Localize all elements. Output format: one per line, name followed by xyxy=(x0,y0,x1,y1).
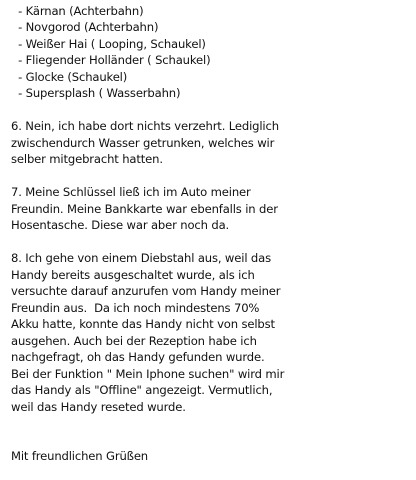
section-8-line: weil das Handy reseted wurde. xyxy=(11,399,186,414)
attraction-item: - Fliegender Holländer ( Schaukel) xyxy=(11,53,211,67)
attraction-item: - Glocke (Schaukel) xyxy=(11,69,128,84)
section-7-line: Freundin. Meine Bankkarte war ebenfalls in der xyxy=(11,201,278,216)
section-8-line: Handy bereits ausgeschaltet wurde, als ich xyxy=(11,267,255,282)
section-8-line: 8. Ich gehe von einem Diebstahl aus, weil das xyxy=(11,251,271,265)
attraction-item: - Weißer Hai ( Looping, Schaukel) xyxy=(11,36,206,51)
section-8-line: nachgefragt, oh das Handy gefunden wurde. xyxy=(11,350,265,364)
section-6-line: zwischendurch Wasser getrunken, welches wir xyxy=(11,135,275,150)
paragraph-gap xyxy=(11,415,411,448)
attraction-item: - Kärnan (Achterbahn) xyxy=(11,3,144,18)
paragraph-gap xyxy=(11,234,411,251)
document-body xyxy=(11,0,411,465)
section-7-line: Hosentasche. Diese war aber noch da. xyxy=(11,218,230,232)
section-8-line: ausgehen. Auch bei der Rezeption habe ich xyxy=(11,333,257,348)
section-7-line: 7. Meine Schlüssel ließ ich im Auto meiner xyxy=(11,185,251,199)
paragraph-gap xyxy=(11,102,411,119)
section-8-line: Akku hatte, konnte das Handy nicht von selbst xyxy=(11,317,275,331)
section-8-line: versuchte darauf anzurufen vom Handy meiner xyxy=(11,284,281,298)
section-6-line: selber mitgebracht hatten. xyxy=(11,152,163,166)
section-8-line: Freundin aus. Da ich noch mindestens 70% xyxy=(11,300,260,315)
paragraph-gap xyxy=(11,168,411,185)
section-8-line: das Handy als "Offline" angezeigt. Vermutlich, xyxy=(11,383,273,397)
section-6-line: 6. Nein, ich habe dort nichts verzehrt. Lediglich xyxy=(11,119,279,133)
closing-line: Mit freundlichen Grüßen xyxy=(11,449,148,463)
attraction-item: - Novgorod (Achterbahn) xyxy=(11,20,159,34)
section-8-line: Bei der Funktion " Mein Iphone suchen" wird mir xyxy=(11,366,285,381)
attraction-item: - Supersplash ( Wasserbahn) xyxy=(11,86,181,100)
